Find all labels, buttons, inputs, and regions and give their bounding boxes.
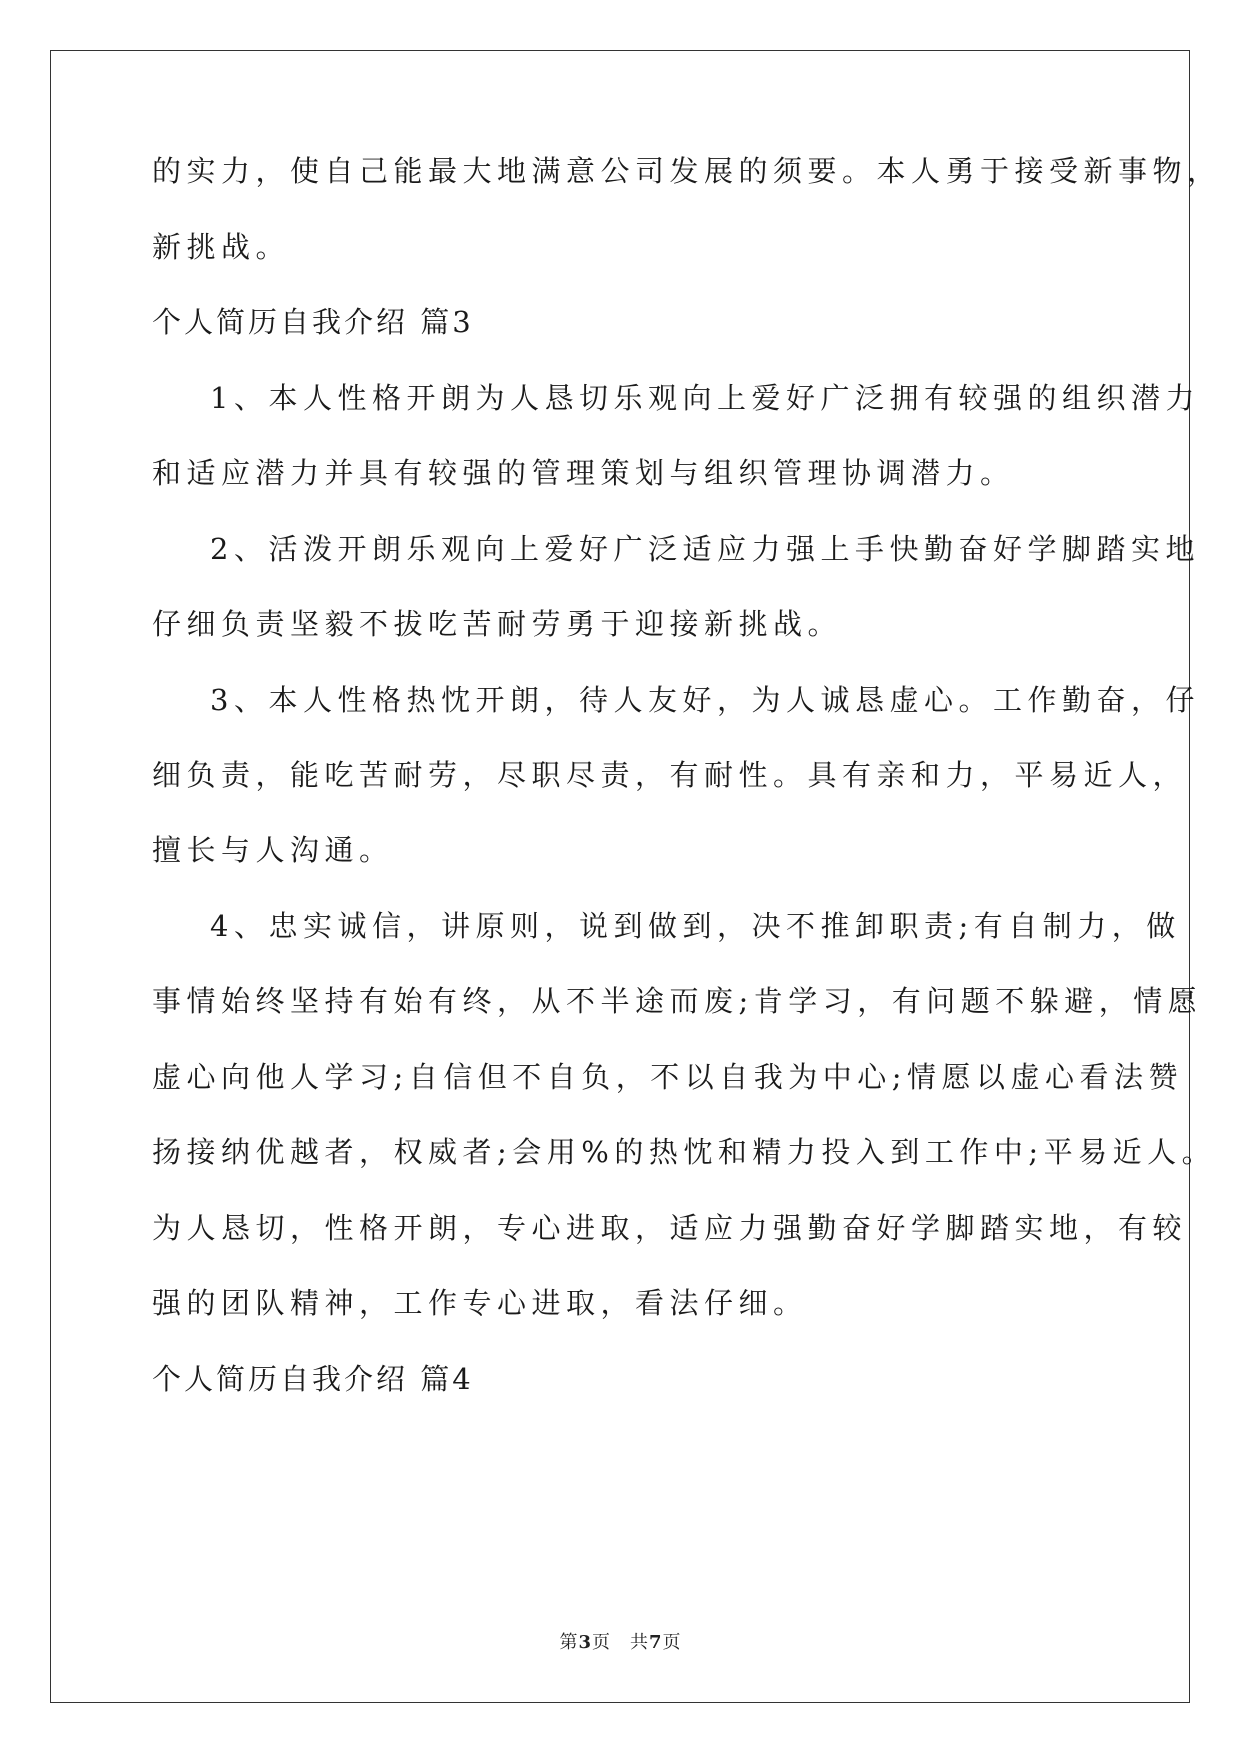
footer-prefix: 第 [559,1632,579,1653]
paragraph-line: 仔细负责坚毅不拔吃苦耐劳勇于迎接新挑战。 [152,607,843,641]
paragraph-line: 扬接纳优越者，权威者;会用%的热忱和精力投入到工作中;平易近人。 [152,1135,1217,1169]
section-heading: 个人简历自我介绍 篇3 [152,305,474,339]
footer-mid: 页 共 [592,1632,649,1653]
section-heading: 个人简历自我介绍 篇4 [152,1362,474,1396]
paragraph-line: 事情始终坚持有始有终，从不半途而废;肯学习，有问题不躲避，情愿 [152,984,1203,1018]
paragraph-line: 2、活泼开朗乐观向上爱好广泛适应力强上手快勤奋好学脚踏实地 [210,532,1200,566]
page-border [50,50,1190,1703]
paragraph-line: 3、本人性格热忱开朗，待人友好，为人诚恳虚心。工作勤奋，仔 [210,683,1200,717]
paragraph-line: 新挑战。 [152,230,291,264]
paragraph-line: 的实力，使自己能最大地满意公司发展的须要。本人勇于接受新事物， [152,154,1222,188]
paragraph-line: 擅长与人沟通。 [152,833,394,867]
paragraph-line: 为人恳切，性格开朗，专心进取，适应力强勤奋好学脚踏实地，有较 [152,1211,1188,1245]
page-number-footer [0,1628,1241,1654]
paragraph-line: 和适应潜力并具有较强的管理策划与组织管理协调潜力。 [152,456,1015,490]
paragraph-line: 4、忠实诚信，讲原则，说到做到，决不推卸职责;有自制力，做 [210,909,1181,943]
footer-suffix: 页 [662,1632,682,1653]
paragraph-line: 1、本人性格开朗为人恳切乐观向上爱好广泛拥有较强的组织潜力 [210,381,1200,415]
current-page-number: 3 [578,1632,592,1653]
total-page-number: 7 [649,1632,663,1653]
paragraph-line: 虚心向他人学习;自信但不自负，不以自我为中心;情愿以虚心看法赞 [152,1060,1184,1094]
paragraph-line: 细负责，能吃苦耐劳，尽职尽责，有耐性。具有亲和力，平易近人， [152,758,1188,792]
paragraph-line: 强的团队精神，工作专心进取，看法仔细。 [152,1286,808,1320]
